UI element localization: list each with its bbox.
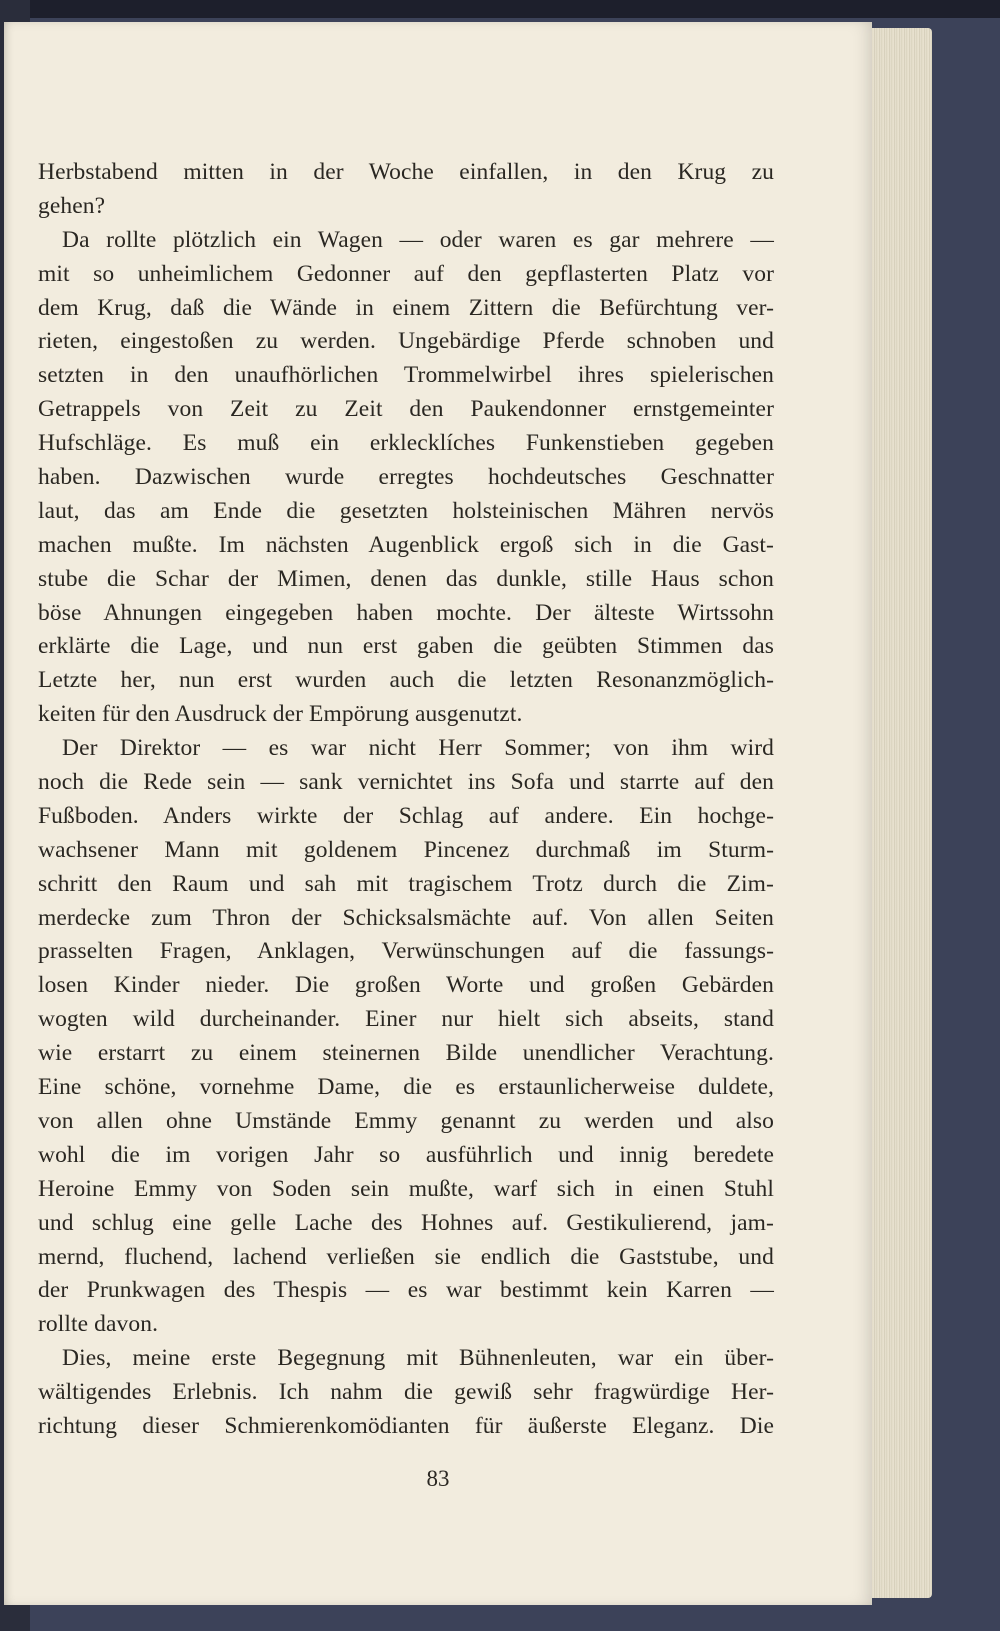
text-line: böse Ahnungen eingegeben haben mochte. Der älteste Wirtssohn (38, 599, 774, 626)
text-line: wohl die im vorigen Jahr so ausführlich und innig beredete (38, 1141, 774, 1168)
text-line: keiten für den Ausdruck der Empörung ausgenutzt. (38, 701, 523, 728)
text-line: Eine schöne, vornehme Dame, die es erstaunlicherweise duldete, (38, 1074, 774, 1101)
text-line: haben. Dazwischen wurde erregtes hochdeutsches Geschnatter (38, 464, 774, 491)
text-line: Hufschläge. Es muß ein erklecklíches Funkenstieben gegeben (38, 430, 774, 457)
text-line: der Prunkwagen des Thespis — es war bestimmt kein Karren — (38, 1277, 774, 1304)
text-line: Herbstabend mitten in der Woche einfallen, in den Krug zu (38, 159, 774, 185)
text-line: losen Kinder nieder. Die großen Worte und großen Gebärden (38, 972, 774, 999)
text-line: erklärte die Lage, und nun erst gaben die geübten Stimmen das (38, 633, 774, 660)
text-line: Letzte her, nun erst wurden auch die letzten Resonanzmöglich- (38, 667, 774, 694)
text-line: wie erstarrt zu einem steinernen Bilde unendlicher Verachtung. (38, 1040, 774, 1067)
text-line: merdecke zum Thron der Schicksalsmächte auf. Von allen Seiten (38, 904, 774, 931)
text-line: Der Direktor — es war nicht Herr Sommer; von ihm wird (62, 735, 774, 762)
text-line: gehen? (38, 192, 106, 219)
text-line: setzten in den unaufhörlichen Trommelwirbel ihres spielerischen (38, 362, 774, 389)
text-line: von allen ohne Umstände Emmy genannt zu werden und also (38, 1107, 774, 1134)
text-line: Heroine Emmy von Soden sein mußte, warf sich in einen Stuhl (38, 1175, 774, 1202)
text-line: rieten, eingestoßen zu werden. Ungebärdige Pferde schnoben und (38, 328, 774, 355)
text-line: mernd, fluchend, lachend verließen sie endlich die Gaststube, und (38, 1243, 774, 1270)
text-line: noch die Rede sein — sank vernichtet ins Sofa und starrte auf den (38, 769, 774, 796)
text-line: richtung dieser Schmierenkomödianten für äußerste Eleganz. Die (38, 1412, 774, 1439)
text-line: laut, das am Ende die gesetzten holsteinischen Mähren nervös (38, 497, 774, 524)
book-page (4, 22, 872, 1605)
text-line: wogten wild durcheinander. Einer nur hielt sich abseits, stand (38, 1006, 774, 1033)
text-line: dem Krug, daß die Wände in einem Zittern die Befürchtung ver- (38, 294, 774, 321)
text-line: Getrappels von Zeit zu Zeit den Paukendonner ernstgemeinter (38, 396, 774, 423)
text-line: machen mußte. Im nächsten Augenblick ergoß sich in die Gast- (38, 531, 774, 558)
text-line: rollte davon. (38, 1311, 159, 1338)
text-line: mit so unheimlichem Gedonner auf den gepflasterten Platz vor (38, 260, 774, 287)
text-line: wältigendes Erlebnis. Ich nahm die gewiß sehr fragwürdige Her- (38, 1379, 774, 1406)
text-line: Dies, meine erste Begegnung mit Bühnenleuten, war ein über- (62, 1345, 774, 1372)
text-line: prasselten Fragen, Anklagen, Verwünschungen auf die fassungs- (38, 938, 774, 965)
text-line: Fußboden. Anders wirkte der Schlag auf andere. Ein hochge- (38, 802, 774, 829)
text-line: und schlug eine gelle Lache des Hohnes auf. Gestikulierend, jam- (38, 1209, 774, 1236)
text-line: wachsener Mann mit goldenem Pincenez durchmaß im Sturm- (38, 836, 774, 863)
text-line: stube die Schar der Mimen, denen das dunkle, stille Haus schon (38, 565, 774, 592)
text-line: schritt den Raum und sah mit tragischem Trotz durch die Zim- (38, 870, 774, 897)
text-line: Da rollte plötzlich ein Wagen — oder waren es gar mehrere — (62, 226, 774, 253)
page-number: 83 (426, 1466, 450, 1491)
body-text (38, 156, 774, 1444)
